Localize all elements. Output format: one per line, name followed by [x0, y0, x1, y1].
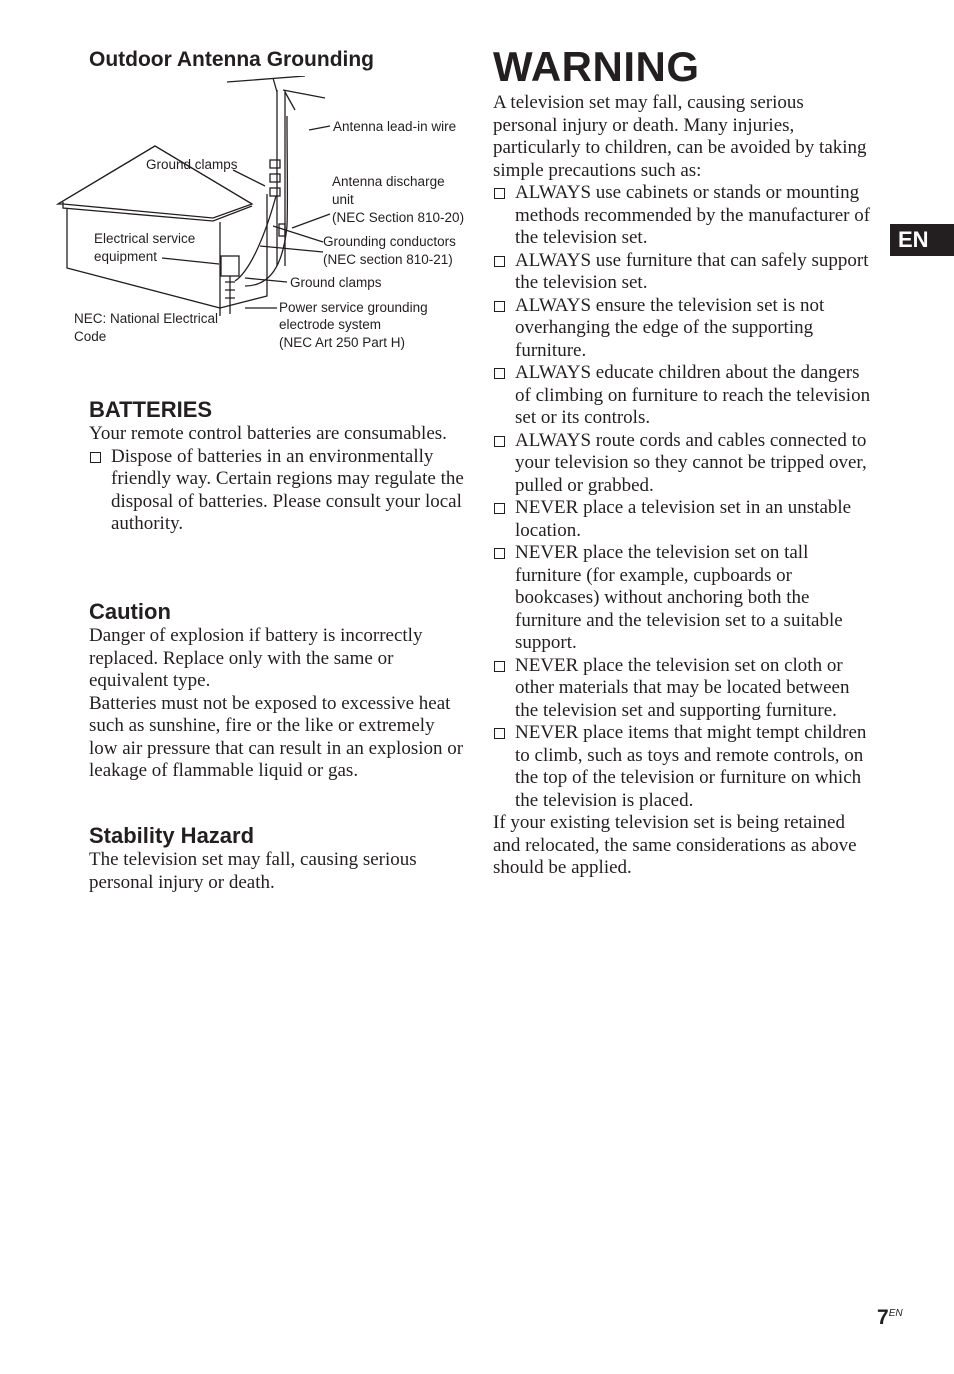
label-discharge-3: (NEC Section 810-20) [332, 210, 465, 225]
checkbox-icon [494, 188, 505, 199]
list-item: ALWAYS ensure the television set is not overhanging the edge of the supporting furniture. [493, 295, 871, 363]
warning-section [493, 44, 871, 880]
list-item: ALWAYS use cabinets or stands or mounting methods recommended by the manufacturer of the television set. [493, 182, 871, 250]
stability-heading: Stability Hazard [89, 823, 255, 848]
label-power-2: electrode system [279, 317, 382, 332]
checkbox-icon [494, 728, 505, 739]
page-number: $7^{EN}$ [877, 1306, 903, 1329]
label-discharge-1: Antenna discharge [332, 174, 445, 189]
warning-outro: If your existing television set is being retained and relocated, the same considerations as above should be applied. [493, 812, 857, 878]
batteries-intro: Your remote control batteries are consumables. [89, 423, 447, 444]
list-item: NEVER place the television set on cloth or other materials that may be located between the television set and supporting furniture. [493, 655, 871, 723]
list-item: Dispose of batteries in an environmentally friendly way. Certain regions may regulate the disposal of batteries. Please consult your local authority. [89, 446, 464, 536]
outdoor-antenna-heading: Outdoor Antenna Grounding [89, 48, 375, 71]
warning-intro: A television set may fall, causing serious personal injury or death. Many injuries, particularly to children, can be avoided by taking simple precautions such as: [493, 92, 867, 181]
stability-section [89, 823, 464, 894]
label-discharge-2: unit [332, 192, 354, 207]
antenna-mast [277, 90, 285, 266]
caution-paragraph-2: Batteries must not be exposed to excessive heat such as sunshine, fire or the like or extremely low air pressure that can result in an explosion or leakage of flammable liquid or gas. [89, 692, 464, 781]
label-power-1: Power service grounding [279, 300, 428, 315]
label-conductors-2: (NEC section 810-21) [323, 252, 453, 267]
checkbox-icon [494, 503, 505, 514]
list-item: NEVER place a television set in an unstable location. [493, 497, 871, 542]
list-item: ALWAYS use furniture that can safely support the television set. [493, 250, 871, 295]
list-item: NEVER place items that might tempt children to climb, such as toys and remote controls, on the top of the television or furniture on which the television is placed. [493, 722, 871, 812]
batteries-section [89, 397, 464, 536]
antenna-elements [227, 76, 325, 110]
batteries-list [89, 446, 464, 536]
warning-title: WARNING [493, 43, 700, 90]
electrical-service-box [221, 256, 239, 276]
label-antenna-lead-in: Antenna lead-in wire [333, 119, 457, 134]
batteries-heading: BATTERIES [89, 397, 213, 422]
language-tab: EN [890, 224, 954, 256]
checkbox-icon [494, 368, 505, 379]
warning-list [493, 182, 871, 812]
stability-paragraph: The television set may fall, causing serious personal injury or death. [89, 849, 417, 893]
label-conductors-1: Grounding conductors [323, 234, 456, 249]
label-ground-clamps-bottom: Ground clamps [290, 275, 382, 290]
checkbox-icon [494, 661, 505, 672]
checkbox-icon [494, 301, 505, 312]
antenna-grounding-diagram [55, 76, 465, 356]
outdoor-antenna-section [89, 46, 464, 74]
label-nec-2: Code [74, 329, 107, 344]
caution-heading: Caution [89, 599, 171, 624]
label-nec-1: NEC: National Electrical [74, 311, 219, 326]
caution-paragraph-1: Danger of explosion if battery is incorrectly replaced. Replace only with the same or equivalent type. [89, 625, 423, 691]
label-electrical-1: Electrical service [94, 231, 196, 246]
grounding-conductor [235, 196, 276, 281]
label-ground-clamps-top: Ground clamps [146, 157, 238, 172]
checkbox-icon [494, 256, 505, 267]
list-item: NEVER place the television set on tall furniture (for example, cupboards or bookcases) without anchoring both the furniture and the television set to a suitable support. [493, 542, 871, 655]
label-electrical-2: equipment [94, 249, 158, 264]
checkbox-icon [494, 436, 505, 447]
list-item: ALWAYS route cords and cables connected to your television so they cannot be tripped over, pulled or grabbed. [493, 430, 871, 498]
caution-section [89, 599, 464, 783]
label-power-3: (NEC Art 250 Part H) [279, 335, 406, 350]
checkbox-icon [494, 548, 505, 559]
checkbox-icon [90, 452, 101, 463]
list-item: ALWAYS educate children about the dangers of climbing on furniture to reach the television set or its controls. [493, 362, 871, 430]
